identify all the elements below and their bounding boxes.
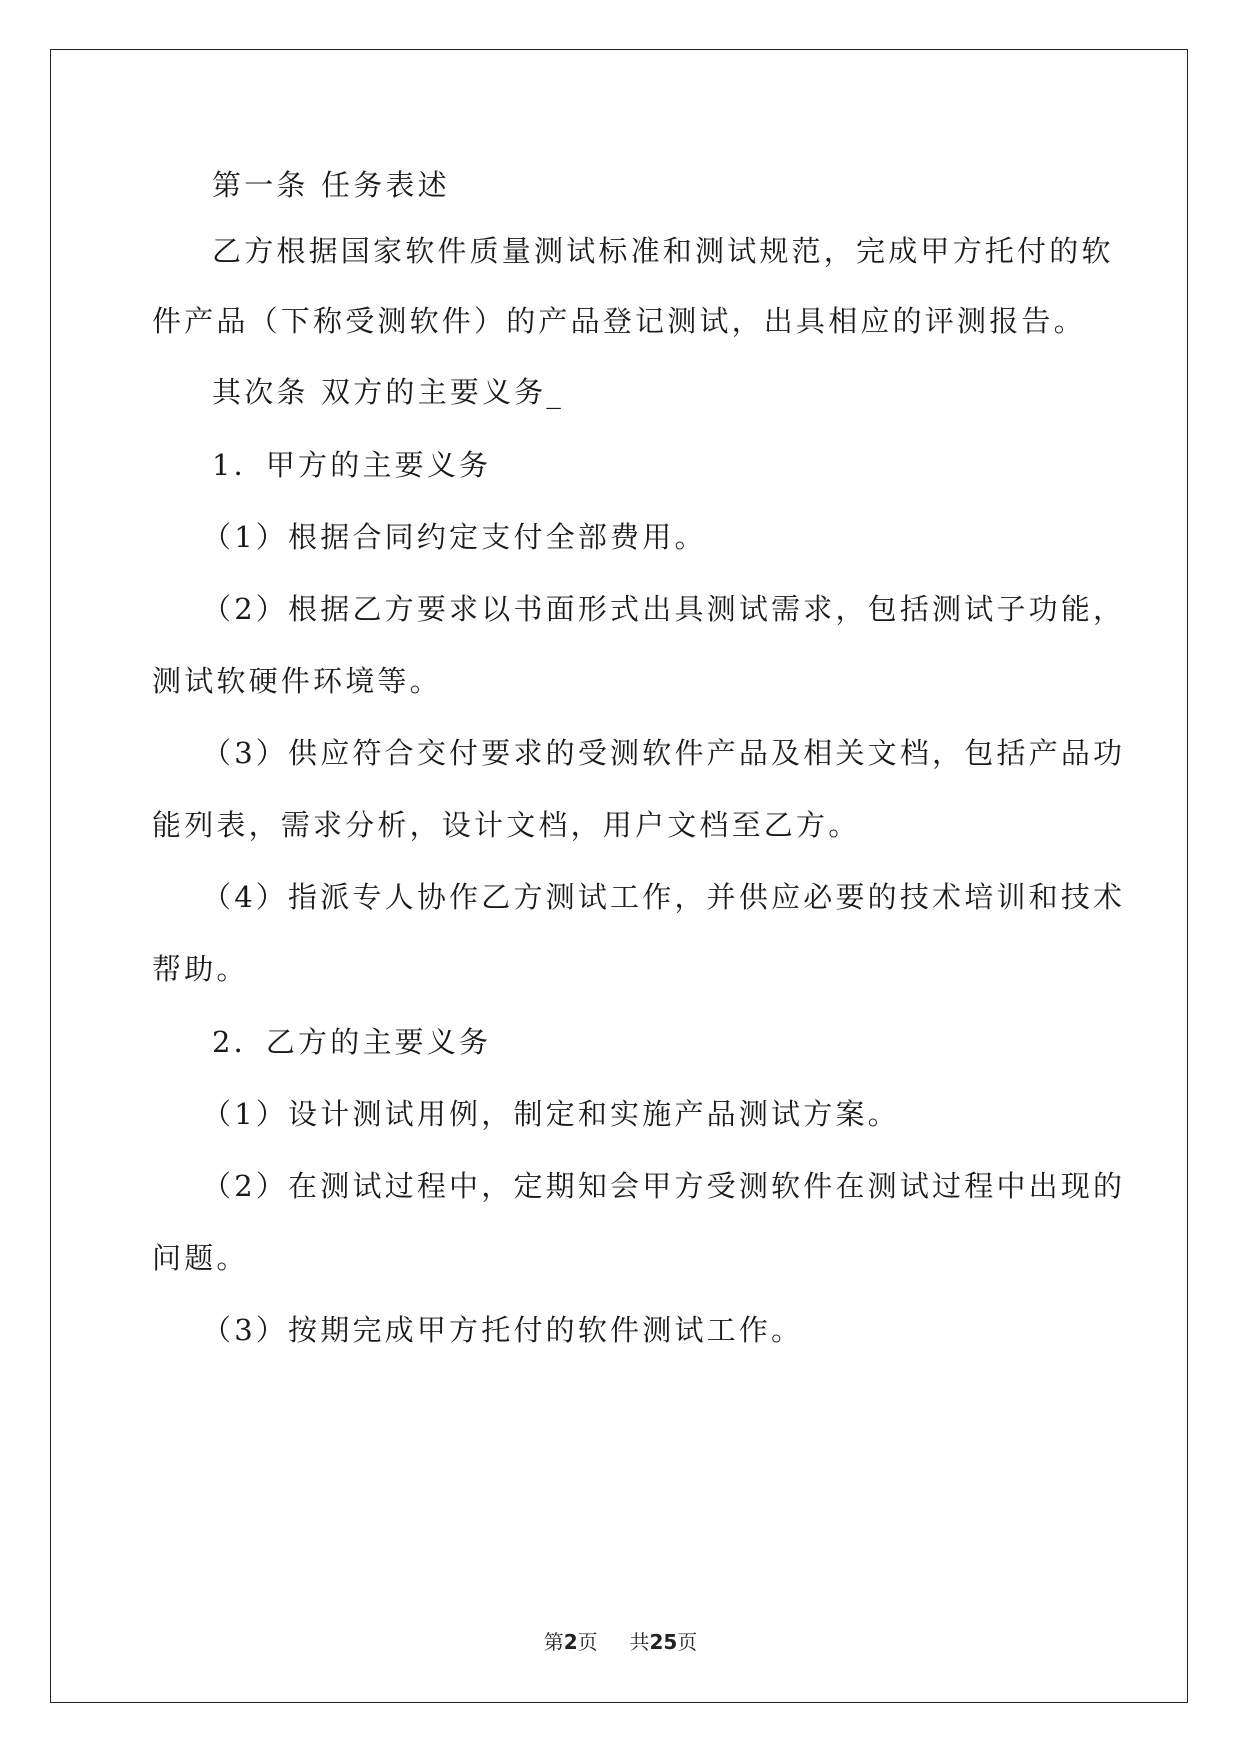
total-pages: 25 bbox=[649, 1630, 678, 1654]
list-item: （2）在测试过程中，定期知会甲方受测软件在测试过程中出现的 bbox=[202, 1169, 1126, 1203]
paragraph-line: 帮助。 bbox=[152, 952, 249, 986]
paragraph-line: 测试软硬件环境等。 bbox=[152, 664, 442, 698]
page-prefix: 第 bbox=[543, 1630, 564, 1654]
section-heading: 2．乙方的主要义务 bbox=[212, 1025, 492, 1059]
paragraph-line: 件产品（下称受测软件）的产品登记测试，出具相应的评测报告。 bbox=[152, 304, 1086, 338]
list-item: （1）根据合同约定支付全部费用。 bbox=[202, 520, 707, 554]
list-item: （2）根据乙方要求以书面形式出具测试需求，包括测试子功能， bbox=[202, 592, 1126, 626]
paragraph-line: 乙方根据国家软件质量测试标准和测试规范，完成甲方托付的软 bbox=[212, 234, 1114, 268]
page-frame bbox=[50, 49, 1188, 1703]
paragraph-line: 能列表，需求分析，设计文档，用户文档至乙方。 bbox=[152, 808, 861, 842]
page-number: 2 bbox=[563, 1630, 578, 1654]
paragraph-line: 问题。 bbox=[152, 1241, 249, 1275]
list-item: （4）指派专人协作乙方测试工作，并供应必要的技术培训和技术 bbox=[202, 880, 1126, 914]
article-1-heading: 第一条 任务表述 bbox=[212, 168, 450, 202]
page-suffix: 页 bbox=[577, 1630, 598, 1654]
page-footer bbox=[0, 1626, 1241, 1655]
total-suffix: 页 bbox=[677, 1630, 698, 1654]
total-prefix: 共 bbox=[629, 1630, 650, 1654]
list-item: （3）供应符合交付要求的受测软件产品及相关文档，包括产品功 bbox=[202, 736, 1126, 770]
list-item: （1）设计测试用例，制定和实施产品测试方案。 bbox=[202, 1097, 900, 1131]
list-item: （3）按期完成甲方托付的软件测试工作。 bbox=[202, 1313, 804, 1347]
article-2-heading: 其次条 双方的主要义务_ bbox=[212, 375, 565, 409]
section-heading: 1．甲方的主要义务 bbox=[212, 448, 492, 482]
